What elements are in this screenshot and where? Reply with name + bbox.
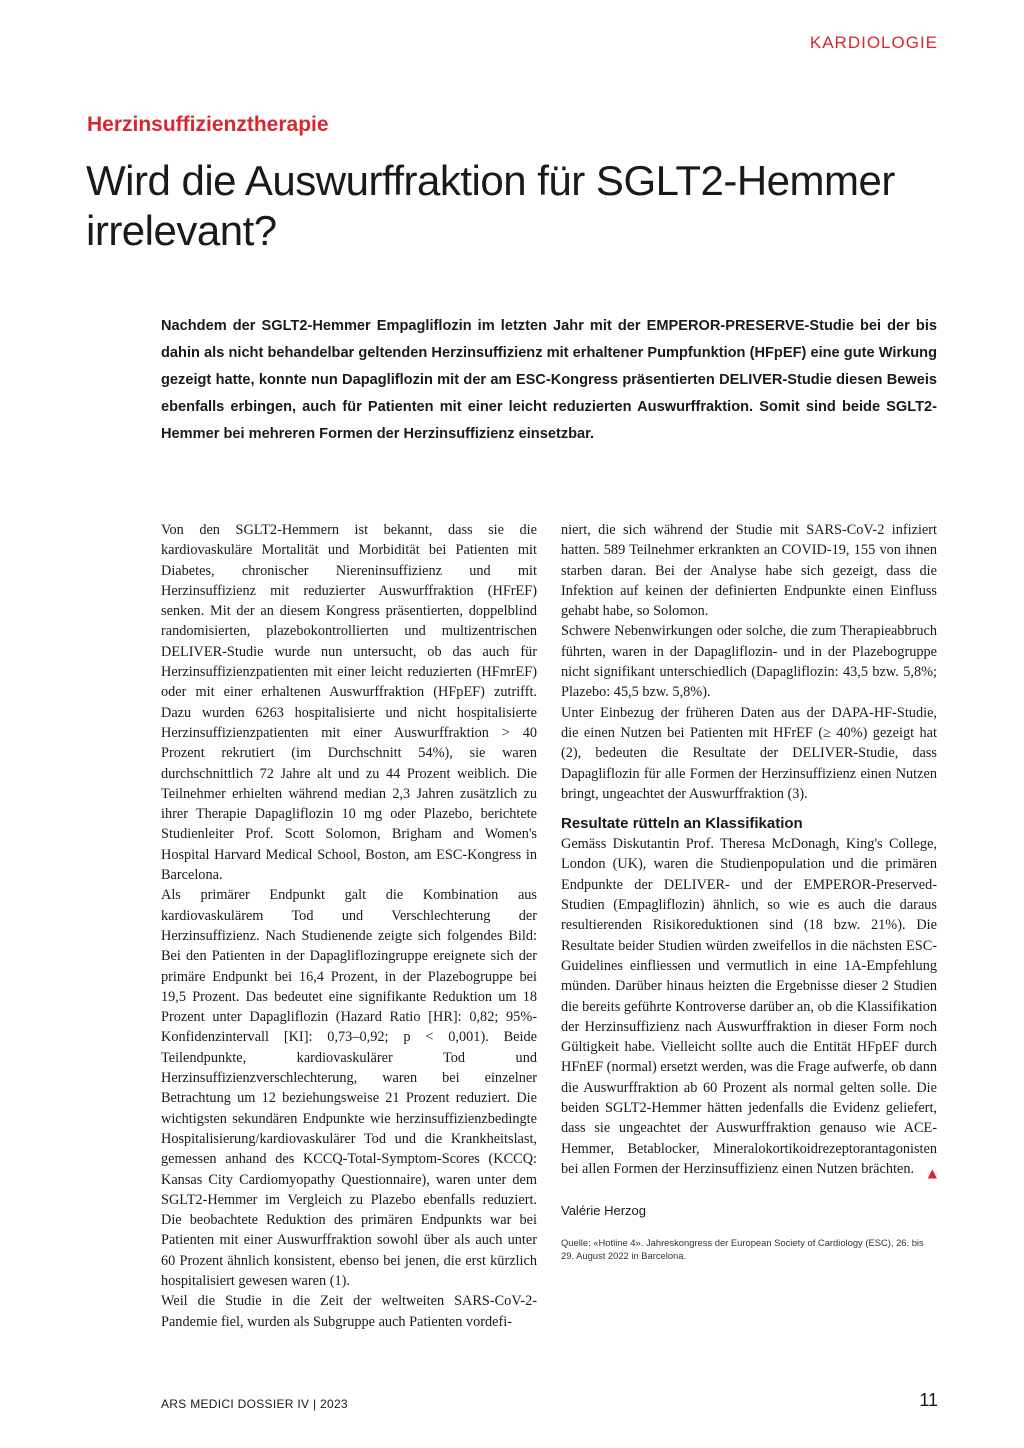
article-title: Wird die Auswurffraktion für SGLT2-Hemmer irrelevant? <box>86 157 895 254</box>
author: Valérie Herzog <box>561 1203 647 1219</box>
body-paragraph: Als primärer Endpunkt galt die Kombination aus kardiovaskulärem Tod und Verschlechterung der Herzinsuffizienz. Nach Studienende zeigte sich folgendes Bild: Bei den Patienten in der Dapagliflozingruppe ereignete sich der primäre Endpunkt bei 16,4 Prozent, in der Plazebogruppe bei 19,5 Prozent. Das bedeutet eine signifikante Reduktion um 18 Prozent unter Dapagliflozin (Hazard Ratio [HR]: 0,82; 95%-Konfidenzintervall [KI]: 0,73–0,92; p < 0,001). Beide Teilendpunkte, kardiovaskulärer Tod und Herzinsuffizienzverschlechterung, waren bei einzelner Betrachtung um 12 beziehungsweise 21 Prozent reduziert. Die wichtigsten sekundären Endpunkte wie herzinsuffizienzbedingte Hospitalisierung/kardiovaskulärer Tod und die Krankheitslast, gemessen anhand des KCCQ-Total-Symptom-Scores (KCCQ: Kansas City Cardiomyopathy Questionnaire), waren unter dem SGLT2-Hemmer im Vergleich zu Plazebo ebenfalls reduziert. Die beobachtete Reduktion des primären Endpunkts war bei Patienten mit einer Auswurffraktion sowohl über als auch unter 60 Prozent ähnlich konsistent, ebenso bei jenen, die erst kürzlich hospitalisiert gewesen waren (1). <box>161 887 537 1289</box>
body-text: Gemäss Diskutantin Prof. Theresa McDonagh, King's College, London (UK), waren die Studienpopulation und die primären Endpunkte der DELIVER- und der EMPEROR-Preserved-Studien (Empagliflozin) ähnlich, so wie es auch die daraus resultierenden Risikoreduktionen sind (18 bzw. 21%). Die Resultate beider Studien würden zweifellos in die nächsten ESC-Guidelines einfliessen und vermutlich in eine 1A-Empfehlung münden. Darüber hinaus heizten die Ergebnisse dieser 2 Studien die bereits geführte Kontroverse darüber an, ob die Klassifikation der Herzinsuffizienz nach Auswurffraktion in dieser Form noch Gültigkeit habe. Vielleicht sollte auch die Entität HFpEF durch HFnEF (normal) ersetzt werden, was die Frage aufwerfe, ob dann die Auswurffraktion ab 60 Prozent als normal gelten solle. Die beiden SGLT2-Hemmer hätten jedenfalls die Evidenz geliefert, dass sie ungeachtet der Auswurffraktion genauso wie ACE-Hemmer, Betablocker, Mineralokortikoidrezeptorantagonisten bei allen Formen der Herzinsuffizienz einen Nutzen brächten. <box>561 836 937 1177</box>
body-paragraph: niert, die sich während der Studie mit SARS-CoV-2 infiziert hatten. 589 Teilnehmer erkrankten an COVID-19, 155 von ihnen starben daran. Bei der Analyse habe sich gezeigt, dass die Infektion auf keinen der definierten Endpunkte einen Einfluss gehabt habe, so Solomon. <box>561 522 937 620</box>
lead-paragraph: Nachdem der SGLT2-Hemmer Empagliflozin im letzten Jahr mit der EMPEROR-PRESERVE-Studie bei der bis dahin als nicht behandelbar geltenden Herzinsuffizienz mit erhaltener Pumpfunktion (HFpEF) eine gute Wirkung gezeigt hatte, konnte nun Dapagliflozin mit der am ESC-Kongress präsentierten DELIVER-Studie diesen Beweis ebenfalls erbingen, auch für Patienten mit einer leicht reduzierten Auswurffraktion. Somit sind beide SGLT2-Hemmer bei mehreren Formen der Herzinsuffizienz einsetzbar. <box>161 318 937 442</box>
body-paragraph: Unter Einbezug der früheren Daten aus der DAPA-HF-Studie, die einen Nutzen bei Patienten mit HFrEF (≥ 40%) gezeigt hat (2), bedeuten die Resultate der DELIVER-Studie, dass Dapagliflozin für alle Formen der Herzinsuffizienz einen Nutzen bringt, ungeachtet der Auswurffraktion (3). <box>561 704 937 802</box>
source-note: Quelle: «Hotline 4». Jahreskongress der European Society of Cardiology (ESC), 26. bis 29. August 2022 in Barcelona. <box>561 1236 924 1261</box>
section-tag: KARDIOLOGIE <box>809 33 938 52</box>
footer-publication: ARS MEDICI DOSSIER IV | 2023 <box>161 1397 348 1411</box>
subheading: Resultate rütteln an Klassifikation <box>561 815 803 833</box>
body-column-left <box>161 520 537 1332</box>
body-paragraph: Weil die Studie in die Zeit der weltweiten SARS-CoV-2-Pandemie fiel, wurden als Subgruppe auch Patienten vordefi- <box>161 1293 537 1330</box>
kicker: Herzinsuffizienztherapie <box>87 113 329 136</box>
body-paragraph: Von den SGLT2-Hemmern ist bekannt, dass sie die kardiovaskuläre Mortalität und Morbidität bei Patienten mit Diabetes, chronischer Niereninsuffizienz und mit Herzinsuffizienz mit reduzierter Auswurffraktion (HFrEF) senken. Mit der an diesem Kongress präsentierten, doppelblind randomisierten, plazebokontrollierten und multizentrischen DELIVER-Studie wurde nun untersucht, ob das auch für Herzinsuffizienzpatienten mit einer leicht reduzierten (HFmrEF) oder mit einer erhaltenen Auswurffraktion (HFpEF) zutrifft. Dazu wurden 6263 hospitalisierte und nicht hospitalisierte Herzinsuffizienzpatienten mit einer Auswurffraktion > 40 Prozent rekrutiert (im Durchschnitt 54%), sie waren durchschnittlich 72 Jahre alt und zu 44 Prozent weiblich. Die Teilnehmer erhielten während median 2,3 Jahren zusätzlich zu ihrer Therapie Dapagliflozin 10 mg oder Plazebo, berichtete Studienleiter Prof. Scott Solomon, Brigham and Women's Hospital Harvard Medical School, Boston, am ESC-Kongress in Barcelona. <box>161 522 537 884</box>
end-mark-icon: ▲ <box>927 1165 937 1180</box>
body-column-right <box>561 520 937 1262</box>
page-number: 11 <box>919 1390 938 1410</box>
body-paragraph: Schwere Nebenwirkungen oder solche, die zum Therapieabbruch führten, waren in der Dapagliflozin- und in der Plazebogruppe nicht signifikant unterschiedlich (Dapagliflozin: 43,5 bzw. 5,8%; Plazebo: 45,5 bzw. 5,8%). <box>561 623 937 701</box>
body-paragraph <box>561 834 937 1179</box>
